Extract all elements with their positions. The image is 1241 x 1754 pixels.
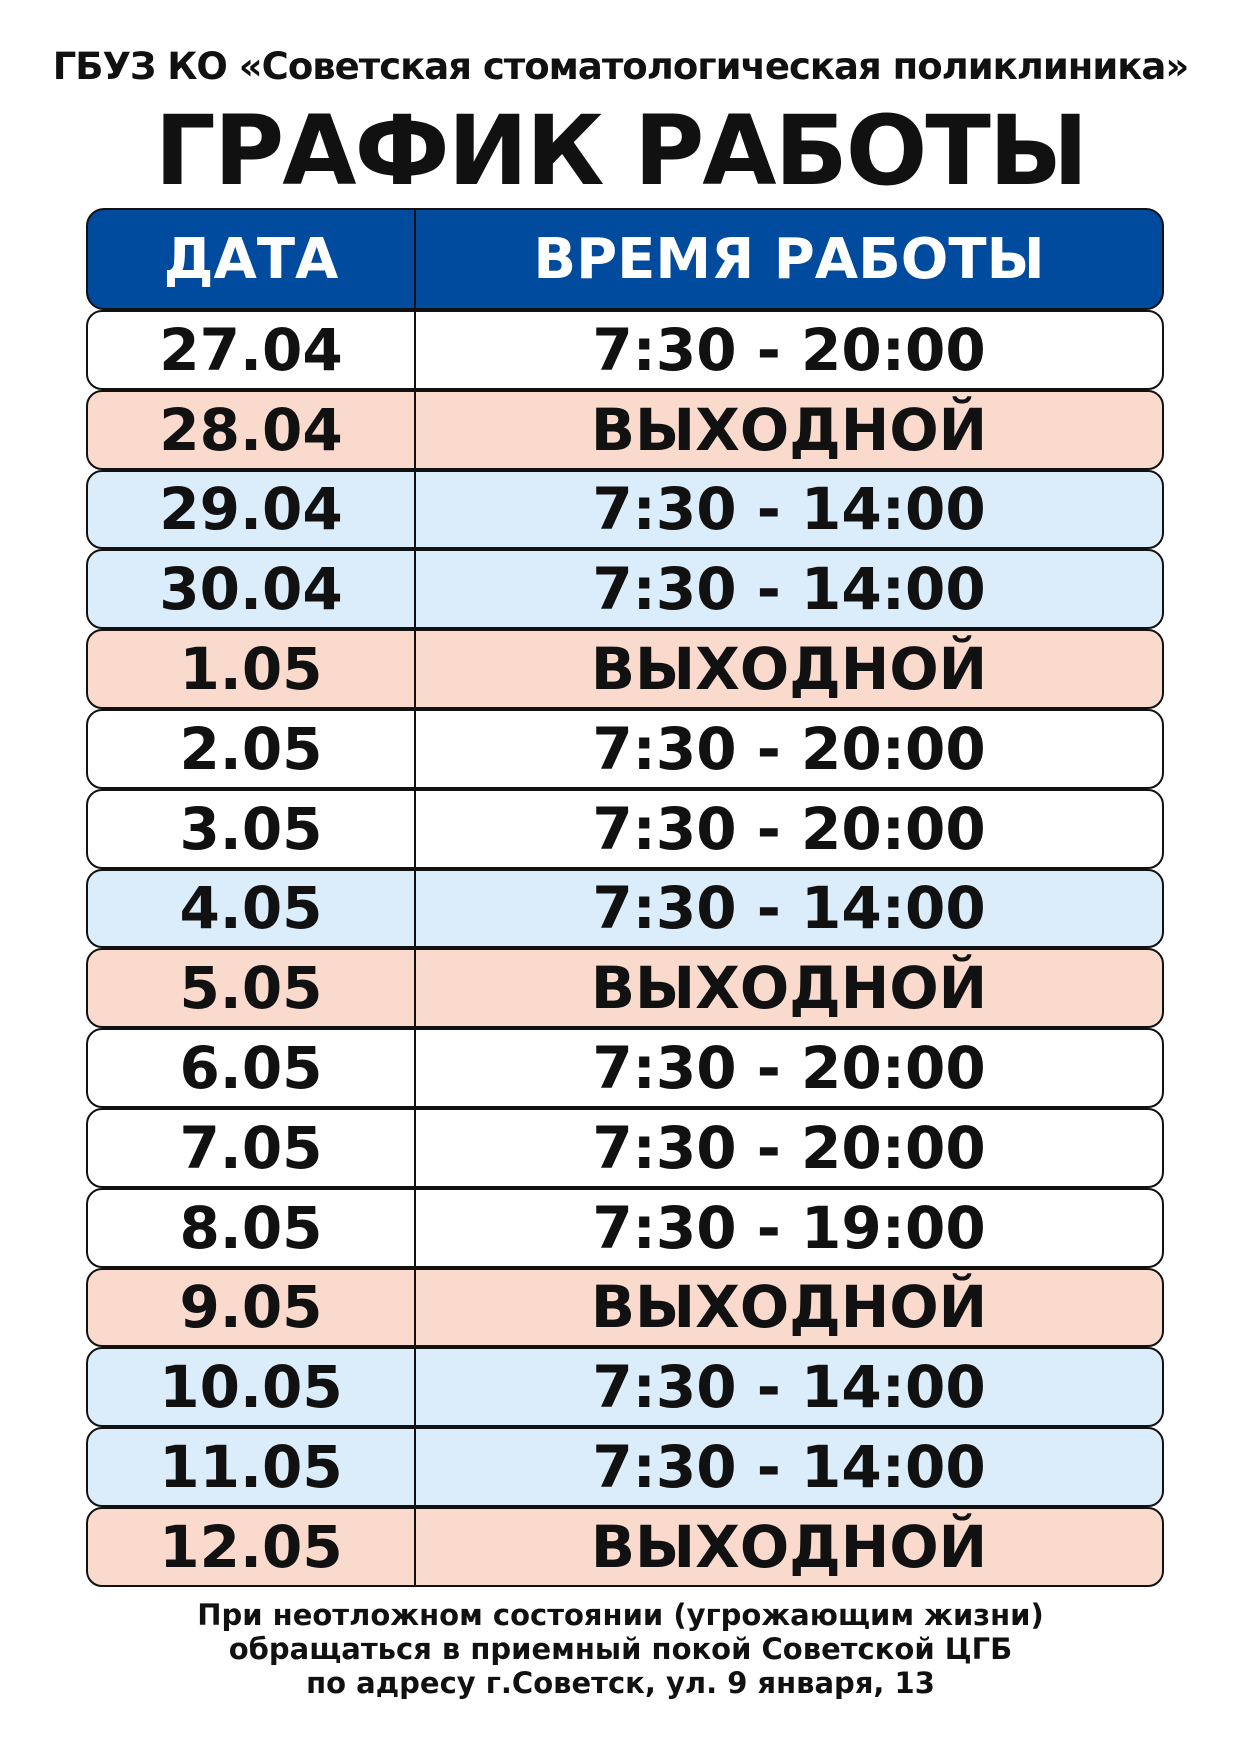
table-row: [86, 789, 1164, 869]
emergency-note-line: по адресу г.Советск, ул. 9 января, 13: [306, 1666, 935, 1700]
emergency-note-line: обращаться в приемный покой Советской ЦГБ: [228, 1632, 1013, 1666]
table-row: [86, 1188, 1164, 1268]
table-row: [86, 948, 1164, 1028]
table-row: [86, 709, 1164, 789]
row-hours: 7:30 - 20:00: [592, 1113, 986, 1182]
row-date: 28.04: [88, 392, 416, 468]
row-hours: ВЫХОДНОЙ: [590, 395, 988, 464]
row-date: 3.05: [88, 791, 416, 867]
row-date: 6.05: [88, 1030, 416, 1106]
organization-name: ГБУЗ КО «Советская стоматологическая поликлиника»: [52, 45, 1189, 88]
row-hours: ВЫХОДНОЙ: [590, 1273, 988, 1342]
row-date: 2.05: [88, 711, 416, 787]
row-hours: 7:30 - 19:00: [592, 1193, 986, 1262]
table-header: [86, 208, 1164, 310]
row-date: 12.05: [88, 1509, 416, 1585]
row-hours: 7:30 - 14:00: [592, 475, 986, 544]
table-row: [86, 390, 1164, 470]
emergency-note: [0, 1598, 1241, 1700]
row-date: 7.05: [88, 1110, 416, 1186]
row-hours: 7:30 - 14:00: [592, 1353, 986, 1422]
page-title: ГРАФИК РАБОТЫ: [154, 95, 1087, 207]
row-date: 27.04: [88, 312, 416, 388]
table-row: [86, 1507, 1164, 1587]
row-date: 5.05: [88, 950, 416, 1026]
row-hours: ВЫХОДНОЙ: [590, 954, 988, 1023]
row-date: 4.05: [88, 871, 416, 947]
table-row: [86, 1108, 1164, 1188]
table-row: [86, 310, 1164, 390]
row-hours: 7:30 - 14:00: [592, 874, 986, 943]
row-hours: 7:30 - 14:00: [592, 1433, 986, 1502]
row-date: 11.05: [88, 1429, 416, 1505]
header-work-hours: ВРЕМЯ РАБОТЫ: [533, 226, 1045, 292]
header-date: ДАТА: [88, 210, 416, 308]
row-hours: ВЫХОДНОЙ: [590, 1512, 988, 1581]
table-row: [86, 470, 1164, 550]
emergency-note-line: При неотложном состоянии (угрожающим жизни): [197, 1598, 1044, 1632]
row-date: 8.05: [88, 1190, 416, 1266]
row-date: 9.05: [88, 1270, 416, 1346]
schedule-table: [86, 208, 1164, 1587]
table-row: [86, 1347, 1164, 1427]
row-hours: 7:30 - 20:00: [592, 1034, 986, 1103]
table-row: [86, 1268, 1164, 1348]
row-date: 29.04: [88, 472, 416, 548]
row-hours: 7:30 - 20:00: [592, 315, 986, 384]
table-row: [86, 549, 1164, 629]
row-date: 10.05: [88, 1349, 416, 1425]
row-hours: 7:30 - 20:00: [592, 794, 986, 863]
table-row: [86, 1028, 1164, 1108]
table-row: [86, 869, 1164, 949]
table-row: [86, 629, 1164, 709]
row-date: 30.04: [88, 551, 416, 627]
row-hours: 7:30 - 20:00: [592, 714, 986, 783]
row-date: 1.05: [88, 631, 416, 707]
row-hours: 7:30 - 14:00: [592, 555, 986, 624]
table-row: [86, 1427, 1164, 1507]
row-hours: ВЫХОДНОЙ: [590, 635, 988, 704]
table-rows: [86, 310, 1164, 1587]
